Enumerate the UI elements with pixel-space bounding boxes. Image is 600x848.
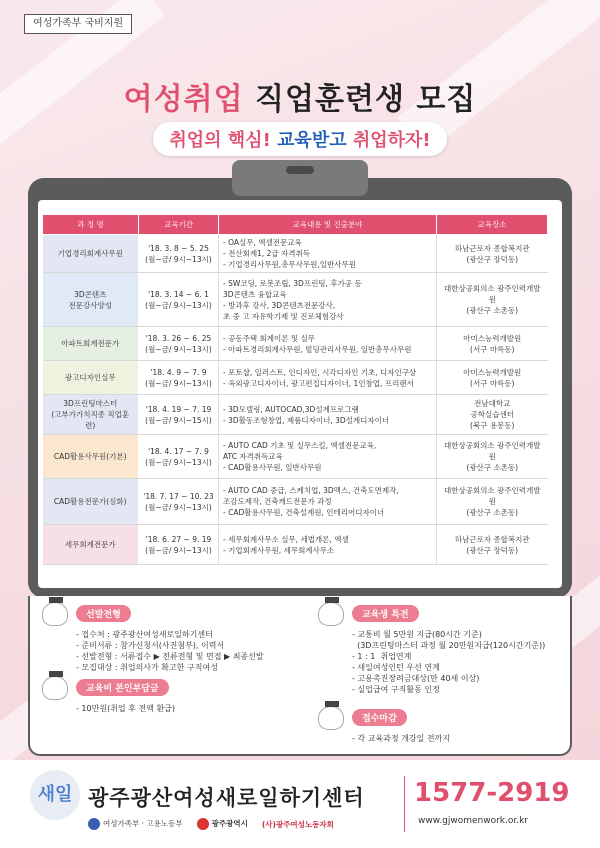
- cell-period: '18. 6. 27 ~ 9. 19 (월~금/ 9시~13시): [139, 525, 219, 565]
- list-item: - 선발전형 : 서류접수 ▶ 전류전형 및 면접 ▶ 최종선발: [76, 652, 264, 661]
- list-item: (3D프린팅마스터 과정 월 20만원지급(120시간기준)): [352, 641, 546, 650]
- cell-period: '18. 3. 14 ~ 6. 1 (월~금/ 9시~13시): [139, 273, 219, 327]
- list-item: - 고용촉진장려금대상(만 40세 이상): [352, 674, 480, 683]
- table-row: [43, 395, 548, 435]
- col-course: 과 정 명: [43, 215, 139, 235]
- phone-number[interactable]: 1577-2919: [414, 778, 570, 808]
- list-item: - 준비서류 : 참가신청서(사진첨부), 이력서: [76, 641, 225, 650]
- list-item: - 각 교육과정 개강일 전까지: [352, 734, 451, 743]
- benefits-section: 교육생 특전 - 교통비 월 5만원 지급(80시간 기준) (3D프린팅마스터 과정 월 20만원지급(120시간기준)) - 1 : 1 취업연계 - 새일여성인턴 우선 연계 - 고용촉진장려금대상(만 40세 이상) - 실업급여 구직활동 인정: [318, 602, 545, 695]
- table-row: [43, 235, 548, 273]
- table-row: [43, 327, 548, 361]
- list-item: - 교통비 월 5만원 지급(80시간 기준): [352, 630, 482, 639]
- col-place: 교육장소: [437, 215, 548, 235]
- website-link[interactable]: www.gjwomenwork.or.kr: [418, 816, 528, 826]
- page-title: 여성취업 직업훈련생 모집: [123, 82, 477, 117]
- cell-place: 하남근로자 종합복지관 (광산구 장덕동): [437, 235, 548, 273]
- cell-course: 기업경리회계사무원: [43, 235, 139, 273]
- cell-content: - SW코딩, 로봇조립, 3D프린팅, 후가공 등 3D콘텐츠 융합교육 - 방과후 강사, 3D콘텐츠전문강사, 초 중 고 자유학기제 및 진로체험강사: [219, 273, 437, 327]
- table-row: [43, 435, 548, 479]
- cell-content: - AUTO CAD 기초 및 실무스킬, 엑셀전문교육, ATC 자격취득교육 - CAD활용사무원, 일반사무원: [219, 435, 437, 479]
- cost-section: 교육비 본인부담금 - 10만원(취업 후 전액 환급): [42, 676, 175, 714]
- list-item: - 1 : 1 취업연계: [352, 652, 412, 661]
- subtitle: 취업의 핵심! 교육받고 취업하자!: [0, 122, 600, 156]
- list-item: - 접수처 : 광주광산여성새로일하기센터: [76, 630, 213, 639]
- gwangju-logo-icon: [197, 818, 209, 830]
- table-row: [43, 361, 548, 395]
- cell-place: 아미스능력개발원 (서구 마륵동): [437, 327, 548, 361]
- cell-period: '18. 3. 8 ~ 5. 25 (월~금/ 9시~13시): [139, 235, 219, 273]
- cell-content: - AUTO CAD 중급, 스케치업, 3D맥스, 건축도면제작, 조감도제작, 건축캐드전문가 과정 - CAD활용사무원, 건축설계원, 인테리어디자이너: [219, 479, 437, 525]
- cell-place: 전남대학교 공학실습센터 (북구 용봉동): [437, 395, 548, 435]
- cell-course: CAD활용사무원(기본): [43, 435, 139, 479]
- list-item: - 실업급여 구직활동 인정: [352, 685, 440, 694]
- funding-tag: 여성가족부 국비지원: [24, 14, 132, 34]
- cell-course: 아파트회계전문가: [43, 327, 139, 361]
- deadline-section: 접수마감 - 각 교육과정 개강일 전까지: [318, 706, 450, 744]
- list-item: - 새일여성인턴 우선 연계: [352, 663, 440, 672]
- cell-course: CAD활용전문가(심화): [43, 479, 139, 525]
- partner-orgs: 여성가족부 · 고용노동부 광주광역시 (사)광주여성노동자회: [88, 818, 334, 830]
- cell-period: '18. 4. 9 ~ 7. 9 (월~금/ 9시~13시): [139, 361, 219, 395]
- list-item: - 모집대상 : 취업의사가 확고한 구직여성: [76, 663, 218, 672]
- saeil-logo: 새일: [30, 770, 80, 820]
- cell-period: '18. 4. 19 ~ 7. 19 (월~금/ 9시~15시): [139, 395, 219, 435]
- mascot-icon: [42, 676, 68, 700]
- cell-place: 하남근로자 종합복지관 (광산구 장덕동): [437, 525, 548, 565]
- cell-course: 광고디자인실무: [43, 361, 139, 395]
- cell-place: 대한상공회의소 광주인력개발원 (광산구 소촌동): [437, 273, 548, 327]
- table-row: [43, 273, 548, 327]
- mascot-icon: [42, 602, 68, 626]
- footer: [0, 760, 600, 848]
- cell-period: '18. 7. 17 ~ 10. 23 (월~금/ 9시~13시): [139, 479, 219, 525]
- selection-section: 선발전형 - 접수처 : 광주광산여성새로일하기센터 - 준비서류 : 참가신청서(사진첨부), 이력서 - 선발전형 : 서류접수 ▶ 전류전형 및 면접 ▶ 최종선발 - 모집대상 : 취업의사가 확고한 구직여성: [42, 602, 264, 673]
- center-name: 광주광산여성새로일하기센터: [88, 786, 365, 810]
- cell-content: - 포토샵, 일러스트, 인디자인, 시각디자인 기초, 디자인구상 - 옥외광고디자이너, 광고편집디자이너, 1인창업, 프리랜서: [219, 361, 437, 395]
- gov-emblem-icon: [88, 818, 100, 830]
- cell-content: - 3D모델링, AUTOCAD,3D설계프로그램 - 3D활동조형창업, 제품디자이너, 3D설계디자이너: [219, 395, 437, 435]
- cell-content: - 세무회계사무소 실무, 세법개론, 엑셀 - 기업회계사무원, 세무회계사무소: [219, 525, 437, 565]
- cell-place: 대한상공회의소 광주인력개발원 (광산구 소촌동): [437, 479, 548, 525]
- cell-content: - OA실무, 엑셀전문교육 - 전산회계1, 2급 자격취득 - 기업경리사무원,총무사무원,일반사무원: [219, 235, 437, 273]
- cell-course: 3D콘텐츠 전문강사양성: [43, 273, 139, 327]
- cell-place: 아미스능력개발원 (서구 마륵동): [437, 361, 548, 395]
- col-content: 교육내용 및 진출분야: [219, 215, 437, 235]
- cell-course: 세무회계전문가: [43, 525, 139, 565]
- col-period: 교육기간: [139, 215, 219, 235]
- table-header-row: [43, 215, 548, 235]
- table-row: [43, 479, 548, 525]
- cell-content: - 공동주택 회계이론 및 실무 - 아파트경리회계사무원, 빌딩관리사무원, 일반총무사무원: [219, 327, 437, 361]
- cell-period: '18. 4. 17 ~ 7. 9 (월~금/ 9시~13시): [139, 435, 219, 479]
- table-row: [43, 525, 548, 565]
- cell-period: '18. 3. 26 ~ 6. 25 (월~금/ 9시~13시): [139, 327, 219, 361]
- mascot-icon: [318, 602, 344, 626]
- list-item: - 10만원(취업 후 전액 환급): [76, 704, 176, 713]
- cell-course: 3D프린팅마스터 (고부가가치직종 직업훈련): [43, 395, 139, 435]
- mascot-icon: [318, 706, 344, 730]
- course-table: [42, 214, 548, 565]
- cell-place: 대한상공회의소 광주인력개발원 (광산구 소촌동): [437, 435, 548, 479]
